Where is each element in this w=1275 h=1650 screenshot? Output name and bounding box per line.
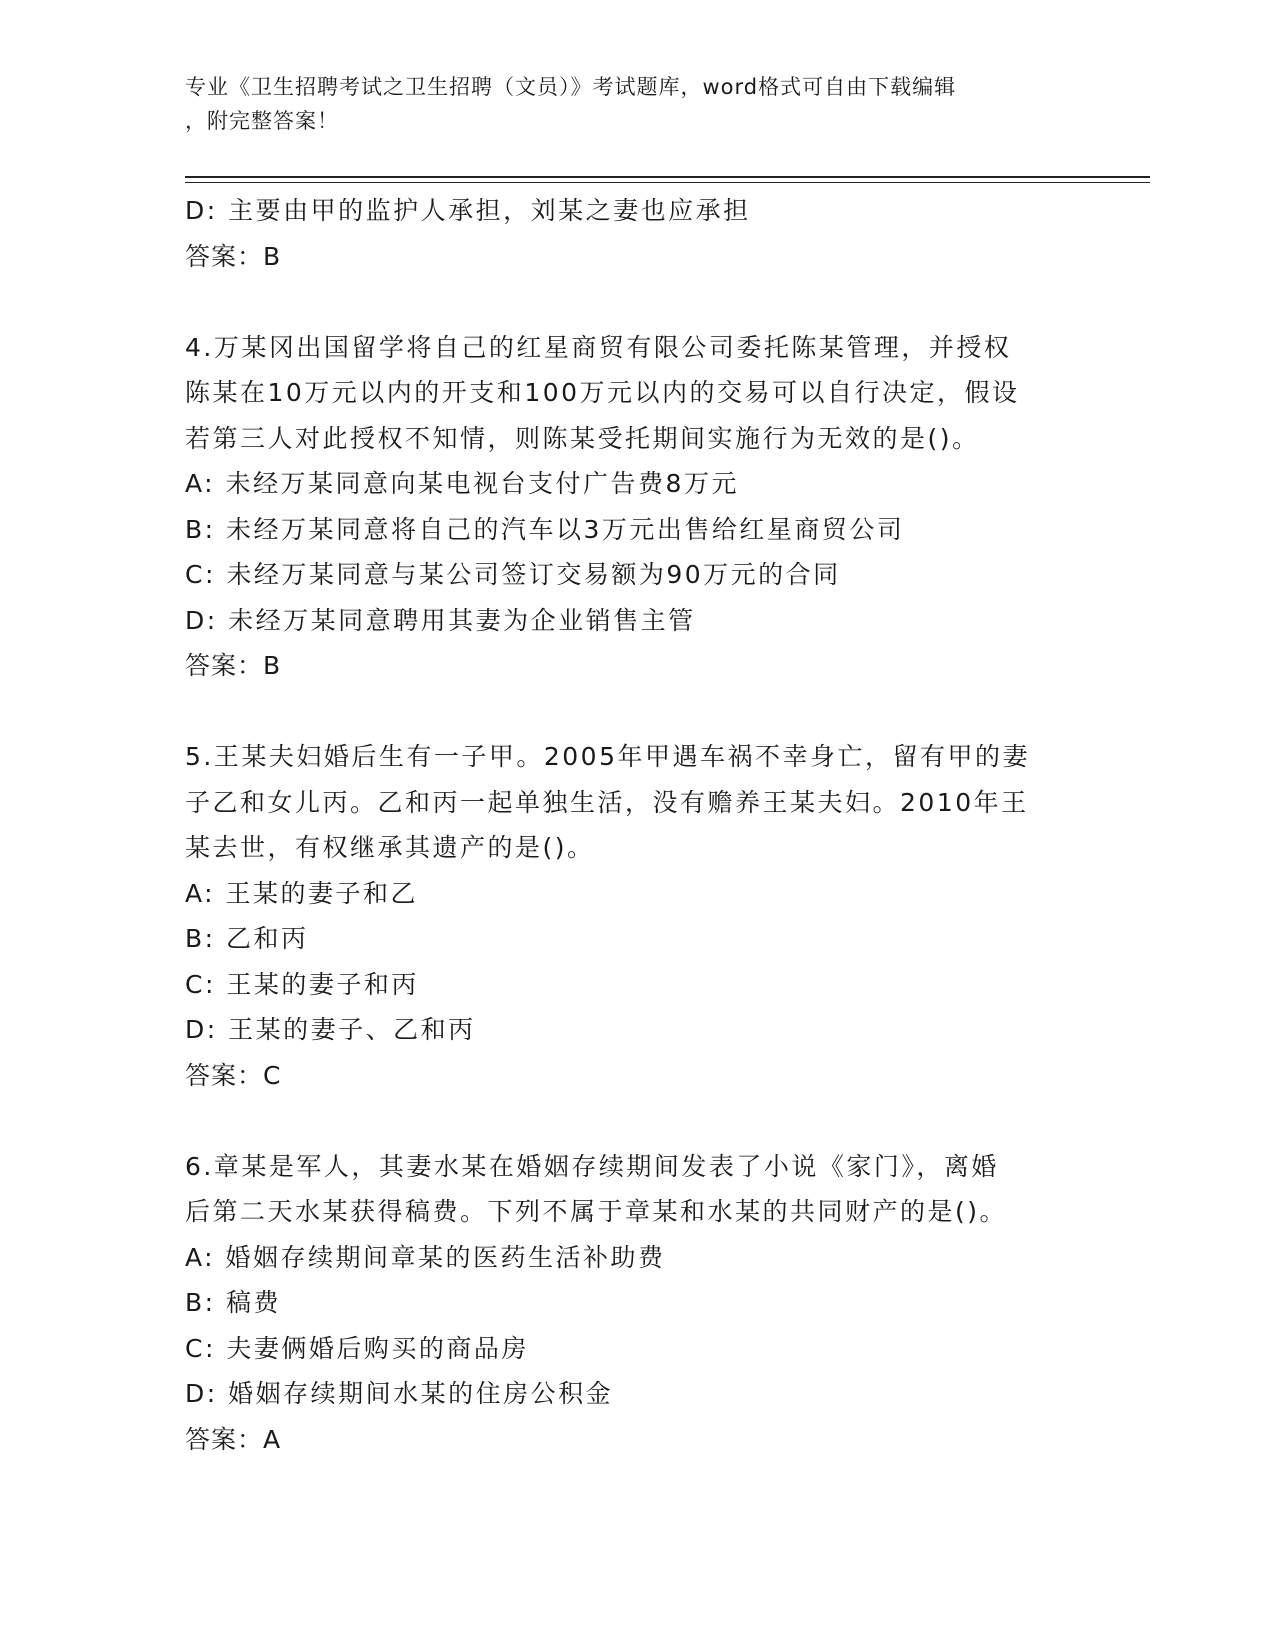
- question-stem-line: 某去世，有权继承其遗产的是()。: [185, 833, 595, 862]
- document-header: [185, 70, 1065, 138]
- header-divider-thin: [185, 182, 1150, 183]
- question-6: [185, 1144, 1085, 1463]
- question-4: [185, 325, 1085, 689]
- option-b: B: 稿费: [185, 1288, 282, 1317]
- option-d: D: 王某的妻子、乙和丙: [185, 1015, 476, 1044]
- header-line-1: 专业《卫生招聘考试之卫生招聘（文员）》考试题库，word格式可自由下载编辑: [185, 75, 957, 99]
- question-3-tail: [185, 188, 1085, 279]
- question-stem-line: 子乙和女儿丙。乙和丙一起单独生活，没有赡养王某夫妇。2010年王: [185, 787, 1029, 817]
- question-content: [185, 188, 1085, 1462]
- question-stem-line: 若第三人对此授权不知情，则陈某受托期间实施行为无效的是()。: [185, 423, 980, 453]
- option-c: C: 夫妻俩婚后购买的商品房: [185, 1333, 529, 1363]
- answer: 答案：B: [185, 651, 282, 680]
- question-5: [185, 734, 1085, 1098]
- option-d: D: 主要由甲的监护人承担，刘某之妻也应承担: [185, 196, 751, 225]
- answer: 答案：A: [185, 1424, 282, 1454]
- option-d: D: 婚姻存续期间水某的住房公积金: [185, 1379, 614, 1408]
- question-stem-line: 5.王某夫妇婚后生有一子甲。2005年甲遇车祸不幸身亡，留有甲的妻: [185, 742, 1030, 771]
- header-divider-thick: [185, 176, 1150, 178]
- question-stem-line: 陈某在10万元以内的开支和100万元以内的交易可以自行决定，假设: [185, 378, 1020, 407]
- answer: 答案：C: [185, 1060, 282, 1090]
- option-b: B: 未经万某同意将自己的汽车以3万元出售给红星商贸公司: [185, 514, 905, 544]
- option-a: A: 王某的妻子和乙: [185, 878, 419, 908]
- option-a: A: 婚姻存续期间章某的医药生活补助费: [185, 1242, 666, 1272]
- answer: 答案：B: [185, 241, 282, 271]
- header-line-2: ，附完整答案！: [185, 109, 339, 133]
- question-stem-line: 6.章某是军人，其妻水某在婚姻存续期间发表了小说《家门》，离婚: [185, 1151, 999, 1181]
- question-stem-line: 后第二天水某获得稿费。下列不属于章某和水某的共同财产的是()。: [185, 1197, 1008, 1226]
- question-stem-line: 4.万某冈出国留学将自己的红星商贸有限公司委托陈某管理，并授权: [185, 332, 1012, 362]
- option-b: B: 乙和丙: [185, 924, 309, 953]
- option-c: C: 未经万某同意与某公司签订交易额为90万元的合同: [185, 560, 841, 589]
- option-d: D: 未经万某同意聘用其妻为企业销售主管: [185, 605, 696, 635]
- option-a: A: 未经万某同意向某电视台支付广告费8万元: [185, 469, 739, 498]
- option-c: C: 王某的妻子和丙: [185, 969, 419, 999]
